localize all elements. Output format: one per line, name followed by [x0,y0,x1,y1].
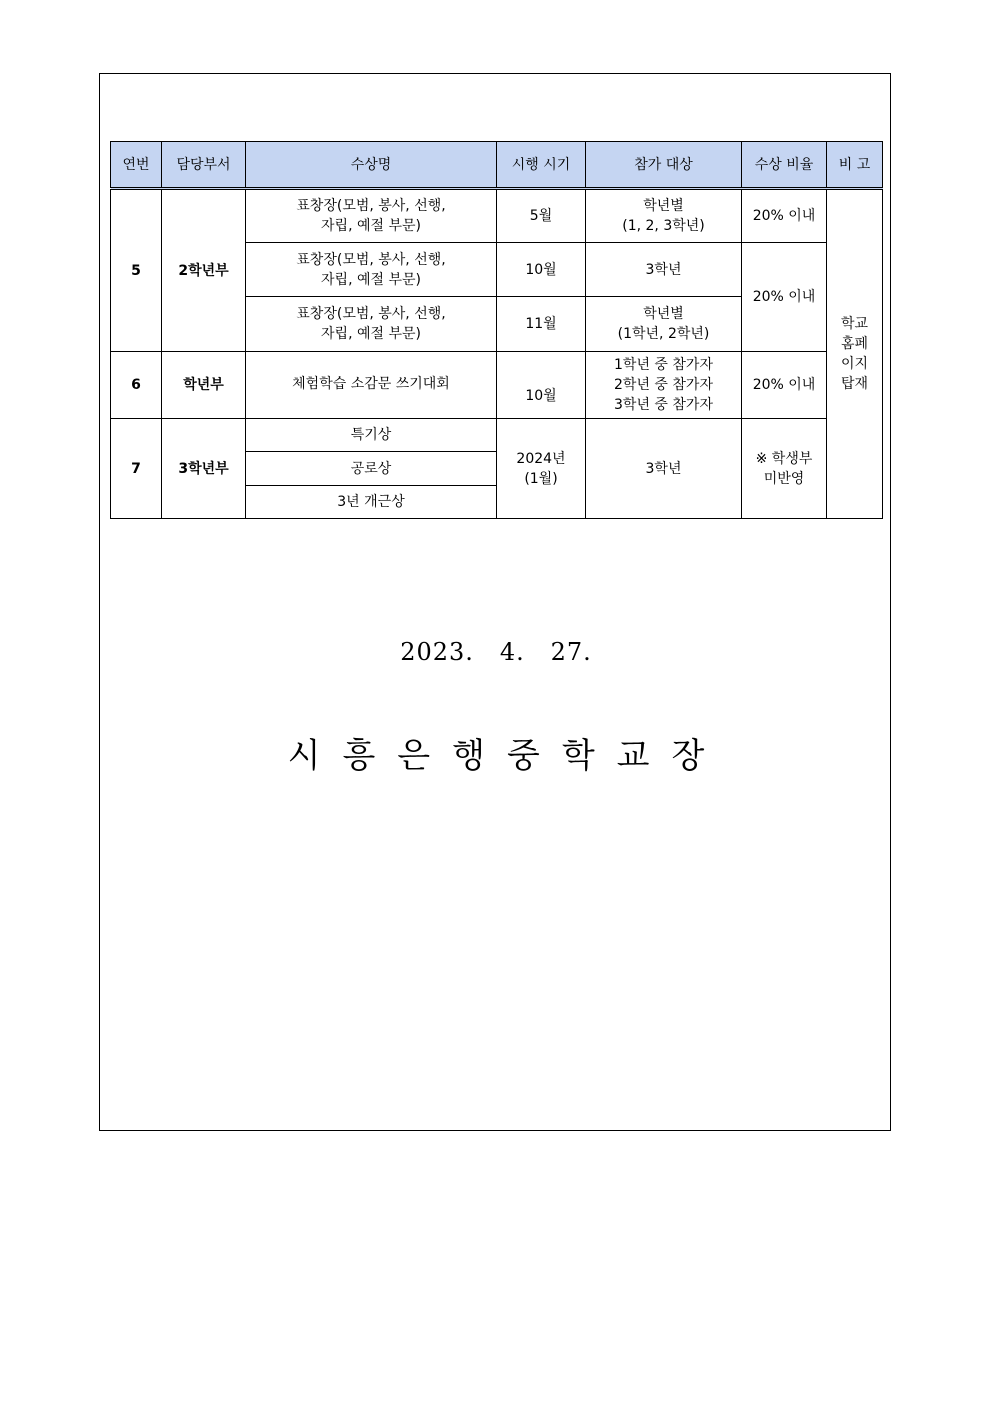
remark-cell: 학교 홈페 이지 탑재 [827,189,883,519]
row-no: 5 [111,189,162,352]
award-period: 2024년 (1월) [497,419,586,519]
header-award-name: 수상명 [246,142,497,189]
award-target: 3학년 [586,419,742,519]
signer-name: 시흥은행중학교장 [287,736,727,776]
table-row [111,352,883,419]
award-name: 표창장(모범, 봉사, 선행, 자립, 예절 부문) [246,297,497,352]
table-row [111,189,883,243]
award-period: 10월 [497,352,586,419]
award-name: 특기상 [246,419,497,452]
header-ratio: 수상 비율 [742,142,827,189]
header-row [111,142,883,189]
award-table [110,141,883,519]
award-period: 10월 [497,243,586,297]
award-target: 1학년 중 참가자 2학년 중 참가자 3학년 중 참가자 [586,352,742,419]
document-date: 2023. 4. 27. [400,638,592,666]
table-row [111,419,883,452]
award-name: 3년 개근상 [246,486,497,519]
header-period: 시행 시기 [497,142,586,189]
award-name: 체험학습 소감문 쓰기대회 [246,352,497,419]
row-no: 7 [111,419,162,519]
award-ratio: 20% 이내 [742,189,827,243]
award-ratio: 20% 이내 [742,243,827,352]
award-name: 표창장(모범, 봉사, 선행, 자립, 예절 부문) [246,243,497,297]
header-dept: 담당부서 [162,142,246,189]
award-ratio: 20% 이내 [742,352,827,419]
row-dept: 3학년부 [162,419,246,519]
award-target: 3학년 [586,243,742,297]
row-dept: 2학년부 [162,189,246,352]
row-dept: 학년부 [162,352,246,419]
header-target: 참가 대상 [586,142,742,189]
award-period: 11월 [497,297,586,352]
header-remark: 비 고 [827,142,883,189]
award-target: 학년별 (1학년, 2학년) [586,297,742,352]
row-no: 6 [111,352,162,419]
header-no: 연번 [111,142,162,189]
award-name: 공로상 [246,452,497,486]
award-name: 표창장(모범, 봉사, 선행, 자립, 예절 부문) [246,189,497,243]
award-ratio: ※ 학생부 미반영 [742,419,827,519]
award-period: 5월 [497,189,586,243]
award-target: 학년별 (1, 2, 3학년) [586,189,742,243]
